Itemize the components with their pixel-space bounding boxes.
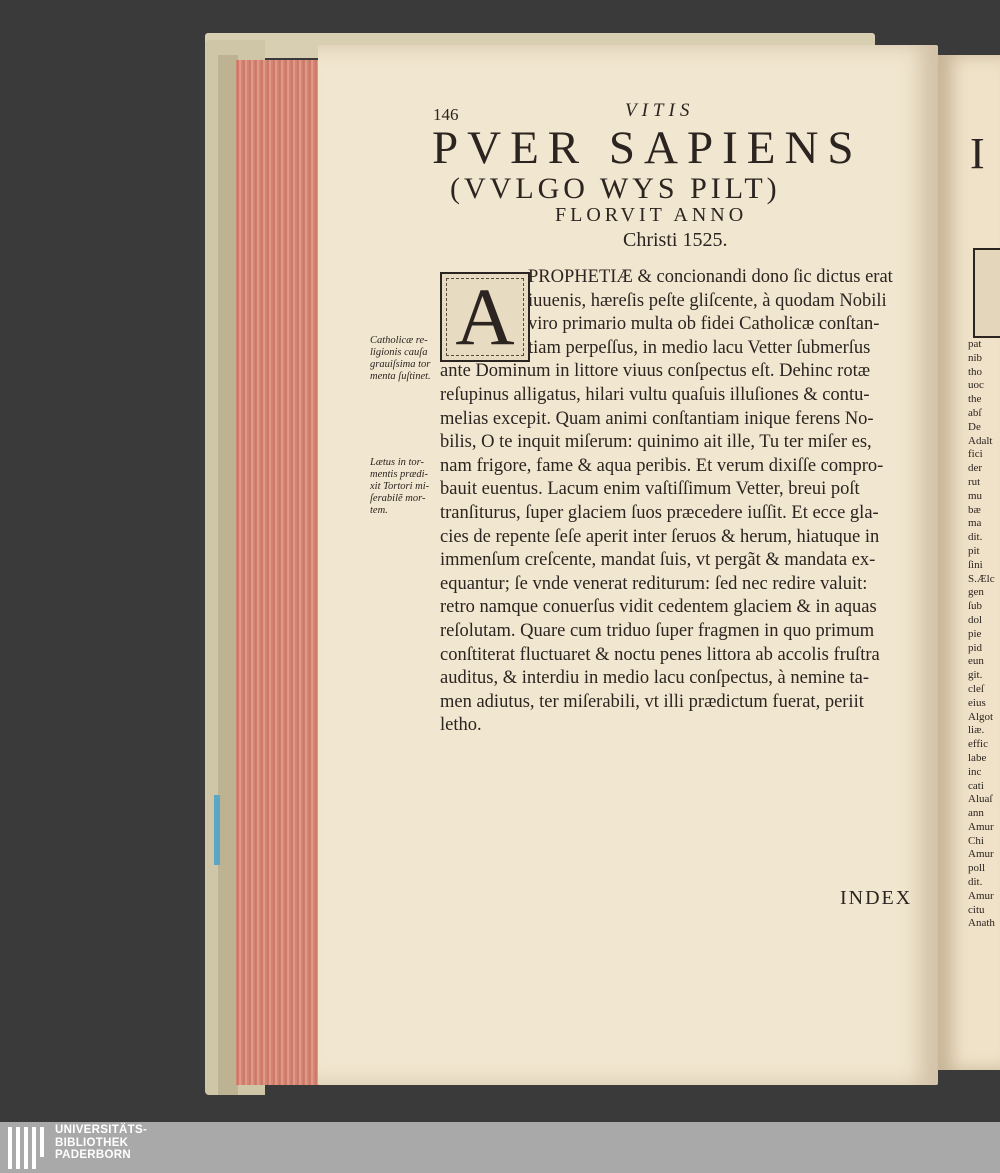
body-line: bilis, O te inquit miſerum: quinimo ait ille, Tu ter miſer es,	[440, 432, 872, 453]
next-page-index-fragment: dit.	[968, 531, 983, 544]
margin-note-line: Catholicæ re-	[370, 335, 428, 346]
margin-note-line: ſerabilẽ mor-	[370, 493, 426, 504]
next-page-index-fragment: Anath	[968, 917, 995, 930]
next-page-index-fragment: git.	[968, 669, 983, 682]
next-page-index-fragment: ſub	[968, 600, 983, 613]
next-page-index-fragment: pie	[968, 627, 982, 640]
next-page-index-fragment: pid	[968, 641, 983, 654]
body-line: equantur; ſe vnde venerat rediturum: ſed nec redire valuit:	[440, 573, 868, 594]
library-logo-text	[55, 1124, 147, 1162]
next-page-index-fragment: eius	[968, 696, 986, 709]
body-line: PROPHETIÆ & concionandi dono ſic dictus erat	[528, 267, 893, 287]
page-title: PVER SAPIENS	[432, 122, 863, 174]
body-line: conſtiterat fluctuaret & noctu penes littora ab accolis fruſtra	[440, 644, 880, 665]
next-page-index-fragment: mu	[968, 489, 983, 502]
logo-line: BIBLIOTHEK	[55, 1136, 129, 1149]
next-page-index-fragment: Algot	[968, 710, 994, 723]
next-page-index-fragment: Chi	[968, 834, 984, 847]
next-page-index-fragment: eun	[968, 655, 984, 668]
logo-line: UNIVERSITÄTS-	[55, 1124, 148, 1136]
drop-cap-letter: A	[455, 271, 515, 362]
margin-note-line: ligionis cauſa	[370, 347, 428, 358]
body-line: letho.	[440, 715, 482, 736]
page-number: 146	[433, 105, 459, 124]
next-page-index-fragment: bæ	[968, 503, 981, 516]
next-page-index-fragment: De	[968, 420, 981, 433]
body-line: melias excepit. Quam animi conſtantiam inique ferens No-	[440, 408, 874, 429]
body-line: tiam perpeſſus, in medio lacu Vetter ſubmerſus	[528, 337, 871, 358]
library-logo-icon	[8, 1127, 48, 1169]
next-page-index-fragment: nib	[968, 351, 983, 364]
next-page-index-fragment: uoc	[968, 379, 984, 392]
next-page-index-fragment: citu	[968, 903, 985, 916]
body-line: tranſiturus, ſuper glaciem ſuos præcedere iuſſit. Et ecce gla-	[440, 502, 879, 523]
next-page-ornament-icon	[973, 248, 1000, 338]
body-line: cies de repente ſeſe aperit inter ſeruos & herum, hiatuque in	[440, 526, 880, 547]
margin-note-laetus	[370, 457, 429, 517]
next-page-index-fragment: Amur	[968, 889, 994, 902]
next-page-index-fragment: inc	[968, 765, 982, 778]
ribbon-tie	[214, 795, 220, 865]
body-line: men adiutus, ter miſerabili, vt illi prædictum fuerat, periit	[440, 691, 864, 712]
margin-note-line: xit Tortori mi-	[370, 481, 430, 492]
next-page-index-fragment: pit	[968, 544, 980, 557]
book-spine-shadow	[218, 55, 238, 1095]
next-page-index-fragment: liæ.	[968, 724, 985, 737]
next-page-index-fragment: poll	[968, 862, 986, 875]
next-page-index-fragment: effic	[968, 738, 988, 751]
next-page-index-fragment: the	[968, 393, 982, 406]
next-page-index-fragment: ann	[968, 807, 984, 820]
catchword: INDEX	[840, 887, 913, 909]
body-line: ante Dominum in littore viuus conſpectus eſt. Dehinc rotæ	[440, 361, 871, 382]
body-line: bauit euentus. Lacum enim vaſtiſſimum Vetter, breui poſt	[440, 479, 860, 500]
margin-note-line: mentis prædi-	[370, 469, 429, 480]
next-page-index-fragment: ma	[968, 517, 982, 530]
margin-note-line: Lætus in tor-	[370, 457, 425, 468]
margin-note-line: menta ſuſtinet.	[370, 371, 431, 382]
next-page-index-fragment: cati	[968, 779, 984, 792]
next-page-index-fragment: tho	[968, 365, 983, 378]
body-line: iuuenis, hæreſis peſte gliſcente, à quodam Nobili	[528, 290, 887, 311]
next-page-index-fragment: cleſ	[968, 682, 984, 695]
margin-note-line: grauiſsima tor	[370, 359, 431, 370]
next-page-index-fragment: fici	[968, 448, 983, 461]
next-page-index-fragment: dol	[968, 613, 983, 626]
next-page-index-fragment: Adalt	[968, 434, 993, 447]
body-line: nam frigore, fame & aqua peribis. Et verum dixiſſe compro-	[440, 455, 884, 476]
next-page-index-fragment: labe	[968, 751, 987, 764]
running-head: VITIS	[625, 100, 695, 121]
margin-note-line: tem.	[370, 505, 388, 516]
page-subtitle: (VVLGO WYS PILT)	[450, 172, 781, 205]
body-line: auditus, & interdiu in medio lacu conſpectus, à nemine ta-	[440, 668, 869, 689]
next-page-title-fragment: I	[970, 129, 985, 178]
logo-line: PADERBORN	[55, 1149, 131, 1161]
library-footer-bar	[0, 1122, 1000, 1173]
body-line: retro namque conuerſus vidit cedentem glaciem & in aquas	[440, 597, 877, 618]
body-line: viro primario multa ob fidei Catholicæ conſtan-	[528, 314, 880, 335]
next-page-index-fragment: gen	[968, 586, 984, 599]
florvit-line: FLORVIT ANNO	[555, 204, 748, 226]
next-page-index-fragment: pat	[968, 338, 982, 350]
next-page-index-fragment: Aluaſ	[968, 793, 993, 806]
body-line: reſupinus alligatus, hilari vultu quaſuis illuſiones & contu-	[440, 384, 870, 405]
christi-line: Christi 1525.	[623, 229, 728, 251]
body-text	[440, 266, 915, 738]
margin-note-catholic	[370, 335, 431, 383]
body-line: reſolutam. Quare cum triduo ſuper fragmen in quo primum	[440, 620, 875, 641]
next-page-index-fragment: abſ	[968, 406, 982, 419]
next-page-index-fragment: ſini	[968, 558, 983, 571]
next-page-index-fragment: S.Ælc	[968, 572, 995, 585]
next-page-index-fragment: dit.	[968, 876, 983, 889]
next-page-index-fragment: rut	[968, 475, 981, 488]
body-line: immenſum creſcente, mandat ſuis, vt pergãt & mandata ex-	[440, 550, 876, 571]
next-page-index-column	[968, 338, 995, 931]
next-page-index-fragment: Amur	[968, 820, 994, 833]
next-page-index-fragment: der	[968, 462, 983, 475]
next-page-index-fragment: Amur	[968, 848, 994, 861]
